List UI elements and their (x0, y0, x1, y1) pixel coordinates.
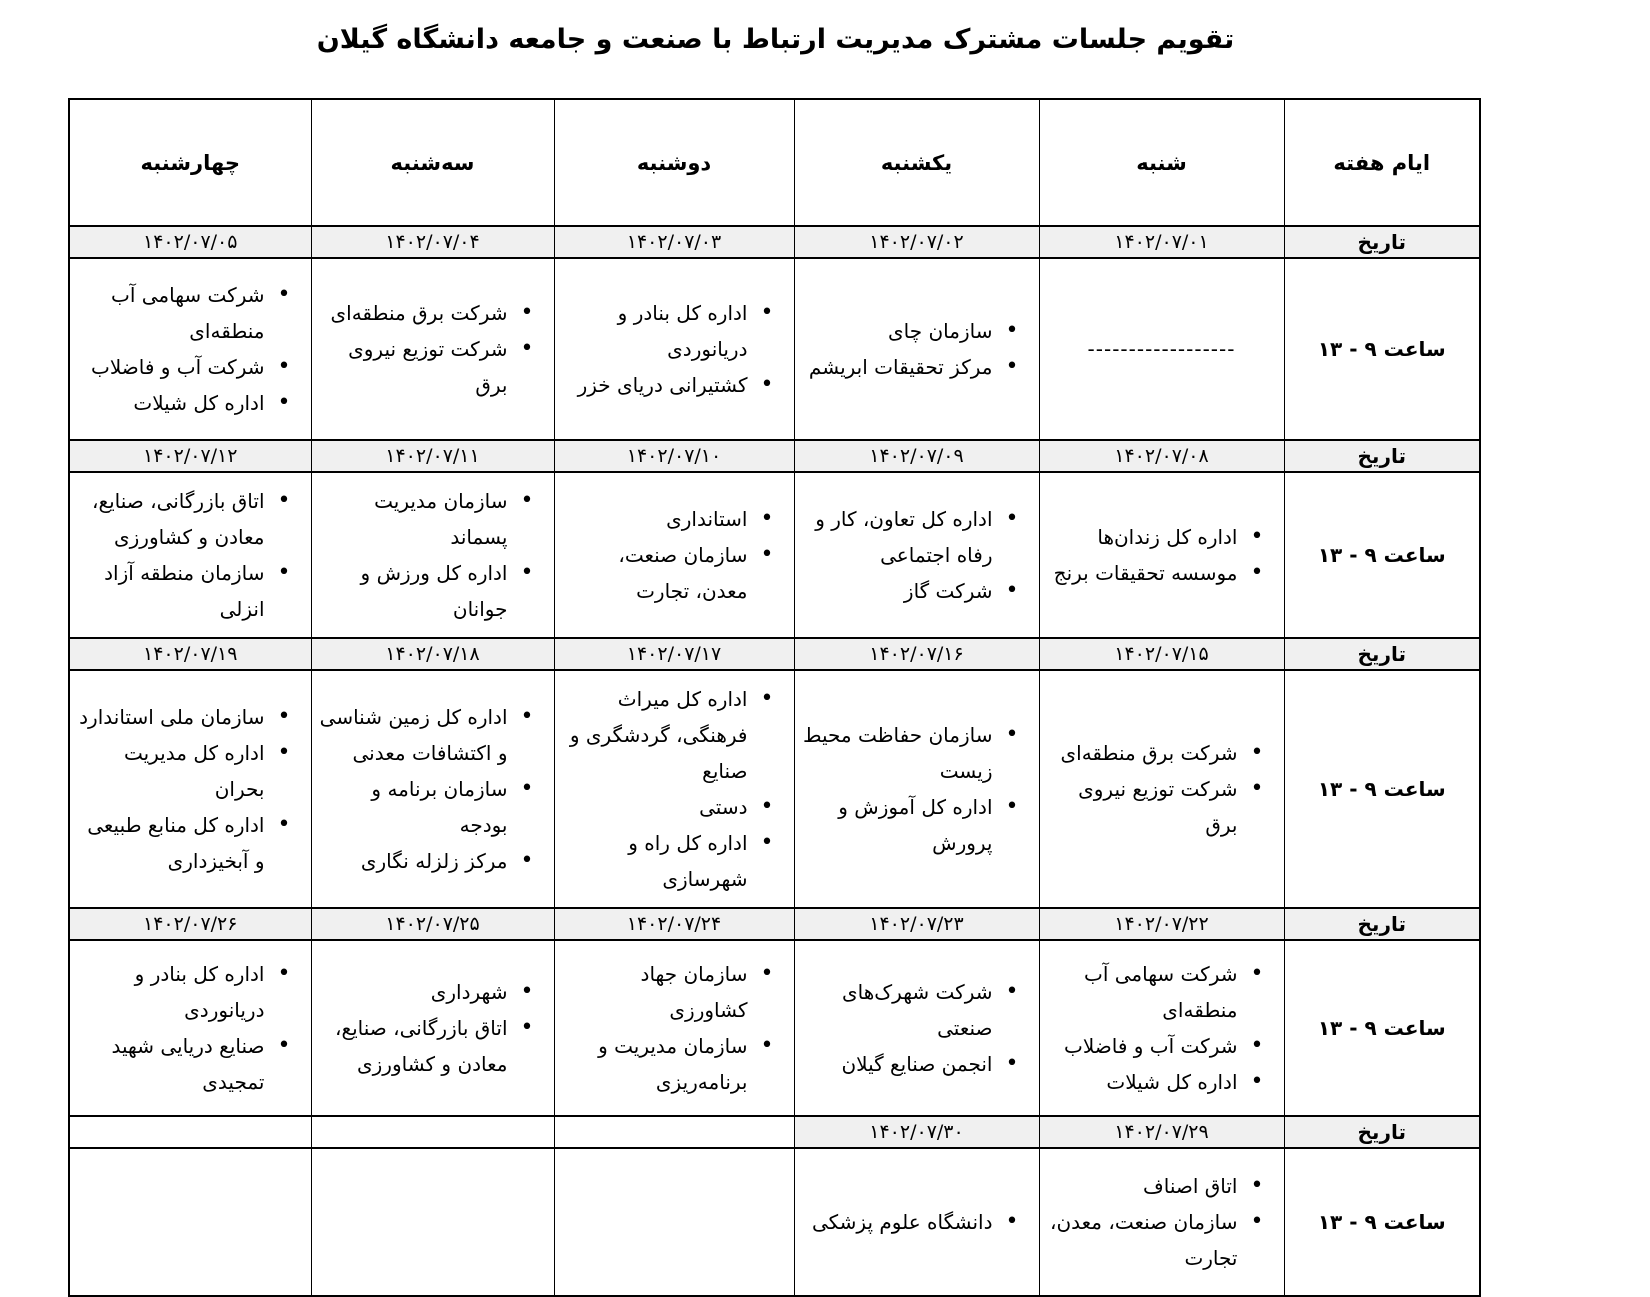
day-header-1: شنبه (1039, 99, 1284, 226)
organization-item: • شرکت آب و فاضلاب (1048, 1028, 1272, 1064)
organization-list (1040, 509, 1284, 601)
organization-item: • سازمان حفاظت محیط زیست (803, 717, 1027, 789)
date-row-week-1 (69, 226, 1480, 258)
date-cell: ۱۴۰۲/۰۷/۲۵ (311, 908, 554, 940)
organization-item: • شرکت توزیع نیروی برق (1048, 771, 1272, 843)
meeting-cell (69, 472, 311, 638)
organization-list (70, 946, 311, 1110)
meeting-cell (554, 670, 794, 908)
organization-list (1040, 946, 1284, 1110)
organization-item: • اداره کل زمین شناسی و اکتشافات معدنی (320, 699, 542, 771)
date-cell: ۱۴۰۲/۰۷/۰۵ (69, 226, 311, 258)
date-cell: ۱۴۰۲/۰۷/۱۱ (311, 440, 554, 472)
organization-item: • دانشگاه علوم پزشکی (803, 1204, 1027, 1240)
date-cell: ۱۴۰۲/۰۷/۰۴ (311, 226, 554, 258)
date-row-label: تاریخ (1284, 908, 1480, 940)
meeting-cell (311, 670, 554, 908)
organization-item: • انجمن صنایع گیلان (803, 1046, 1027, 1082)
meeting-cell (794, 670, 1039, 908)
date-cell: ۱۴۰۲/۰۷/۱۸ (311, 638, 554, 670)
meeting-cell (311, 472, 554, 638)
organization-item: • اداره کل شیلات (1048, 1064, 1272, 1100)
meetings-row-week-1 (69, 258, 1480, 440)
organization-list (1040, 1158, 1284, 1286)
organization-list (70, 689, 311, 889)
organization-list (555, 491, 794, 619)
schedule-table (68, 98, 1481, 1297)
meeting-cell (554, 940, 794, 1116)
meeting-cell (554, 258, 794, 440)
meeting-cell (1039, 472, 1284, 638)
date-cell: ۱۴۰۲/۰۷/۲۲ (1039, 908, 1284, 940)
meetings-row-week-3 (69, 670, 1480, 908)
meeting-cell (311, 1148, 554, 1296)
organization-item: • اتاق اصناف (1048, 1168, 1272, 1204)
organization-item: • موسسه تحقیقات برنج (1048, 555, 1272, 591)
organization-item: • اداره کل تعاون، کار و رفاه اجتماعی (803, 501, 1027, 573)
date-row-week-4 (69, 908, 1480, 940)
organization-item: • شرکت سهامی آب منطقه‌ای (78, 277, 299, 349)
date-cell: ۱۴۰۲/۰۷/۱۵ (1039, 638, 1284, 670)
organization-item: • استانداری (563, 501, 782, 537)
organization-item: • دستی (563, 789, 782, 825)
date-row-label: تاریخ (1284, 226, 1480, 258)
meeting-cell (1039, 1148, 1284, 1296)
meeting-cell (554, 472, 794, 638)
organization-item: • صنایع دریایی شهید تمجیدی (78, 1028, 299, 1100)
date-cell: ۱۴۰۲/۰۷/۰۱ (1039, 226, 1284, 258)
organization-list (795, 707, 1039, 871)
organization-list (312, 473, 554, 637)
organization-list (555, 671, 794, 907)
organization-item: • شهرداری (320, 974, 542, 1010)
meeting-cell (311, 940, 554, 1116)
meeting-cell (69, 1148, 311, 1296)
date-cell: ۱۴۰۲/۰۷/۱۰ (554, 440, 794, 472)
date-cell: ۱۴۰۲/۰۷/۰۳ (554, 226, 794, 258)
organization-item: • شرکت برق منطقه‌ای (320, 295, 542, 331)
organization-item: • اداره کل مدیریت بحران (78, 735, 299, 807)
time-row-label: ساعت ۹ - ۱۳ (1284, 258, 1480, 440)
organization-item: • اداره کل راه و شهرسازی (563, 825, 782, 897)
meeting-cell (794, 1148, 1039, 1296)
organization-item: • سازمان برنامه و بودجه (320, 771, 542, 843)
organization-list (555, 946, 794, 1110)
organization-item: • مرکز زلزله نگاری (320, 843, 542, 879)
organization-item: • اداره کل بنادر و دریانوردی (78, 956, 299, 1028)
organization-list (70, 473, 311, 637)
organization-list (795, 1194, 1039, 1250)
date-cell: ۱۴۰۲/۰۷/۳۰ (794, 1116, 1039, 1148)
meetings-row-week-2 (69, 472, 1480, 638)
organization-item: • اتاق بازرگانی، صنایع، معادن و کشاورزی (320, 1010, 542, 1082)
organization-item: • سازمان مدیریت و برنامه‌ریزی (563, 1028, 782, 1100)
meeting-cell (69, 940, 311, 1116)
date-cell: ۱۴۰۲/۰۷/۲۶ (69, 908, 311, 940)
meeting-cell (794, 472, 1039, 638)
date-row-label: تاریخ (1284, 440, 1480, 472)
organization-item: • سازمان منطقه آزاد انزلی (78, 555, 299, 627)
date-row-week-2 (69, 440, 1480, 472)
meeting-cell (554, 1148, 794, 1296)
time-row-label: ساعت ۹ - ۱۳ (1284, 1148, 1480, 1296)
organization-item: • اتاق بازرگانی، صنایع، معادن و کشاورزی (78, 483, 299, 555)
week-days-header: ایام هفته (1284, 99, 1480, 226)
organization-list (1040, 725, 1284, 853)
organization-item: • اداره کل زندان‌ها (1048, 519, 1272, 555)
organization-item: • سازمان ملی استاندارد (78, 699, 299, 735)
organization-item: • سازمان صنعت، معدن، تجارت (1048, 1204, 1272, 1276)
organization-item: • سازمان جهاد کشاورزی (563, 956, 782, 1028)
time-row-label: ساعت ۹ - ۱۳ (1284, 670, 1480, 908)
day-header-2: یکشنبه (794, 99, 1039, 226)
header-row (69, 99, 1480, 226)
time-row-label: ساعت ۹ - ۱۳ (1284, 940, 1480, 1116)
date-cell: ۱۴۰۲/۰۷/۰۲ (794, 226, 1039, 258)
organization-list (795, 303, 1039, 395)
date-cell (69, 1116, 311, 1148)
organization-list (555, 285, 794, 413)
organization-list (795, 491, 1039, 619)
organization-item: • اداره کل آموزش و پرورش (803, 789, 1027, 861)
day-header-3: دوشنبه (554, 99, 794, 226)
date-cell: ۱۴۰۲/۰۷/۰۸ (1039, 440, 1284, 472)
date-cell: ۱۴۰۲/۰۷/۱۹ (69, 638, 311, 670)
meeting-cell (1039, 258, 1284, 440)
meeting-cell (1039, 670, 1284, 908)
day-header-4: سه‌شنبه (311, 99, 554, 226)
organization-item: • اداره کل بنادر و دریانوردی (563, 295, 782, 367)
organization-list (70, 267, 311, 431)
organization-item: • اداره کل ورزش و جوانان (320, 555, 542, 627)
organization-item: • شرکت سهامی آب منطقه‌ای (1048, 956, 1272, 1028)
organization-item: • شرکت آب و فاضلاب (78, 349, 299, 385)
empty-placeholder: ------------------ (1087, 337, 1236, 361)
date-cell: ۱۴۰۲/۰۷/۱۲ (69, 440, 311, 472)
meeting-cell (311, 258, 554, 440)
meeting-cell (69, 670, 311, 908)
organization-item: • سازمان مدیریت پسماند (320, 483, 542, 555)
date-cell (554, 1116, 794, 1148)
date-cell: ۱۴۰۲/۰۷/۰۹ (794, 440, 1039, 472)
organization-item: • کشتیرانی دریای خزر (563, 367, 782, 403)
schedule-table-container (70, 98, 1481, 1297)
organization-item: • مرکز تحقیقات ابریشم (803, 349, 1027, 385)
organization-list (312, 964, 554, 1092)
meeting-cell (1039, 940, 1284, 1116)
date-row-week-3 (69, 638, 1480, 670)
date-row-label: تاریخ (1284, 1116, 1480, 1148)
meetings-row-week-5 (69, 1148, 1480, 1296)
organization-item: • شرکت گاز (803, 573, 1027, 609)
time-row-label: ساعت ۹ - ۱۳ (1284, 472, 1480, 638)
day-header-5: چهارشنبه (69, 99, 311, 226)
meeting-cell (794, 258, 1039, 440)
date-cell (311, 1116, 554, 1148)
organization-item: • سازمان صنعت، معدن، تجارت (563, 537, 782, 609)
date-cell: ۱۴۰۲/۰۷/۲۹ (1039, 1116, 1284, 1148)
meeting-cell (794, 940, 1039, 1116)
organization-item: • شرکت شهرک‌های صنعتی (803, 974, 1027, 1046)
organization-item: • اداره کل میراث فرهنگی، گردشگری و صنایع (563, 681, 782, 789)
organization-item: • شرکت توزیع نیروی برق (320, 331, 542, 403)
organization-item: • سازمان چای (803, 313, 1027, 349)
organization-item: • اداره کل شیلات (78, 385, 299, 421)
page-title: تقویم جلسات مشترک مدیریت ارتباط با صنعت و جامعه دانشگاه گیلان (316, 24, 1235, 55)
organization-list (312, 689, 554, 889)
meeting-cell (69, 258, 311, 440)
date-cell: ۱۴۰۲/۰۷/۲۴ (554, 908, 794, 940)
date-cell: ۱۴۰۲/۰۷/۱۶ (794, 638, 1039, 670)
date-row-label: تاریخ (1284, 638, 1480, 670)
organization-item: • اداره کل منابع طبیعی و آبخیزداری (78, 807, 299, 879)
date-row-week-5 (69, 1116, 1480, 1148)
date-cell: ۱۴۰۲/۰۷/۲۳ (794, 908, 1039, 940)
organization-list (795, 964, 1039, 1092)
date-cell: ۱۴۰۲/۰۷/۱۷ (554, 638, 794, 670)
meetings-row-week-4 (69, 940, 1480, 1116)
organization-list (312, 285, 554, 413)
organization-item: • شرکت برق منطقه‌ای (1048, 735, 1272, 771)
